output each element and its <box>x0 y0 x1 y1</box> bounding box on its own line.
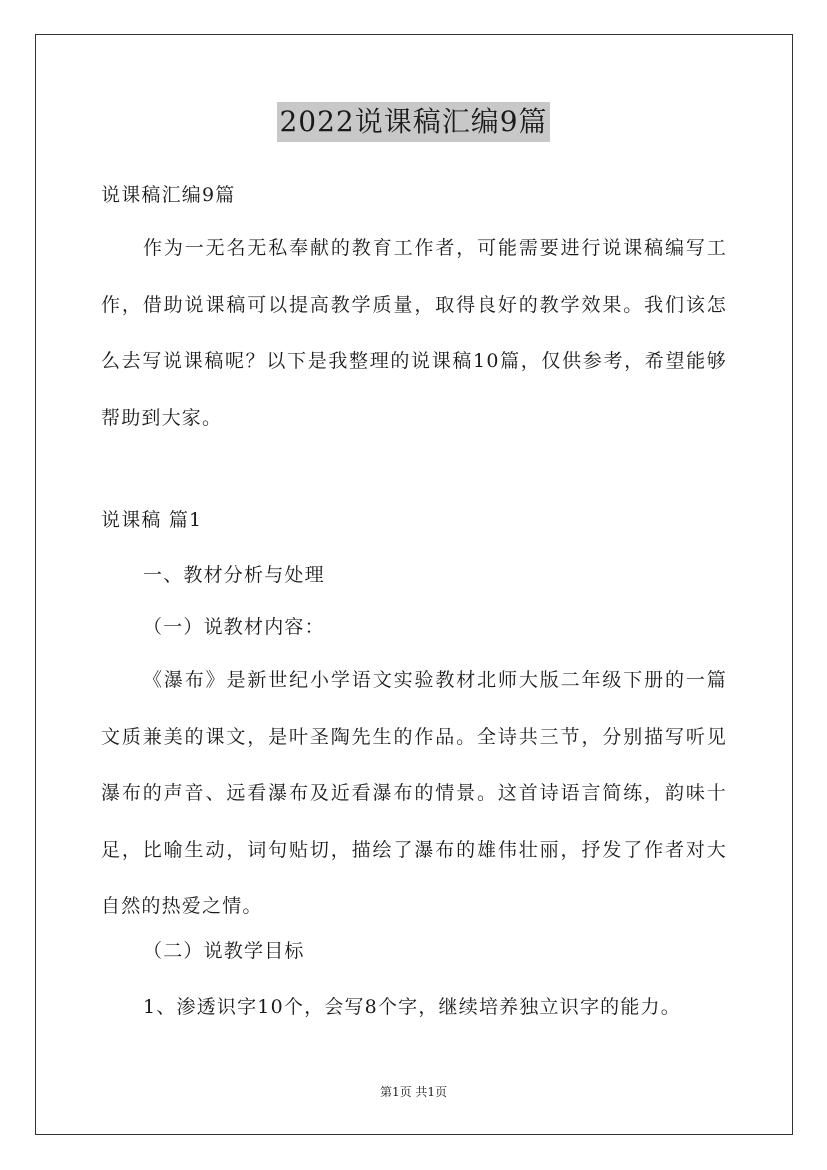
goal-item-1: 1、渗透识字10个，会写8个字，继续培养独立识字的能力。 <box>143 996 681 1018</box>
document-title: 2022说课稿汇编9篇 <box>277 102 549 142</box>
heading-materials-content: （一）说教材内容： <box>143 616 325 638</box>
materials-paragraph: 《瀑布》是新世纪小学语文实验教材北师大版二年级下册的一篇文质兼美的课文，是叶圣陶先生的作品。全诗共三节，分别描写听见瀑布的声音、远看瀑布及近看瀑布的情景。这首诗语言简练，韵味十足，比喻生动，词句贴切，描绘了瀑布的雄伟壮丽，抒发了作者对大自然的热爱之情。 <box>101 669 727 917</box>
intro-paragraph: 作为一无名无私奉献的教育工作者，可能需要进行说课稿编写工作，借助说课稿可以提高教学质量，取得良好的教学效果。我们该怎么去写说课稿呢？以下是我整理的说课稿10篇，仅供参考，希望能够帮助到大家。 <box>101 237 727 429</box>
section-heading: 说课稿 篇1 <box>101 509 203 531</box>
document-subtitle: 说课稿汇编9篇 <box>101 184 236 206</box>
title-container <box>0 102 827 142</box>
heading-teaching-goals: （二）说教学目标 <box>143 940 305 962</box>
heading-materials-analysis: 一、教材分析与处理 <box>143 564 325 586</box>
page-footer: 第1页 共1页 <box>379 1085 448 1099</box>
